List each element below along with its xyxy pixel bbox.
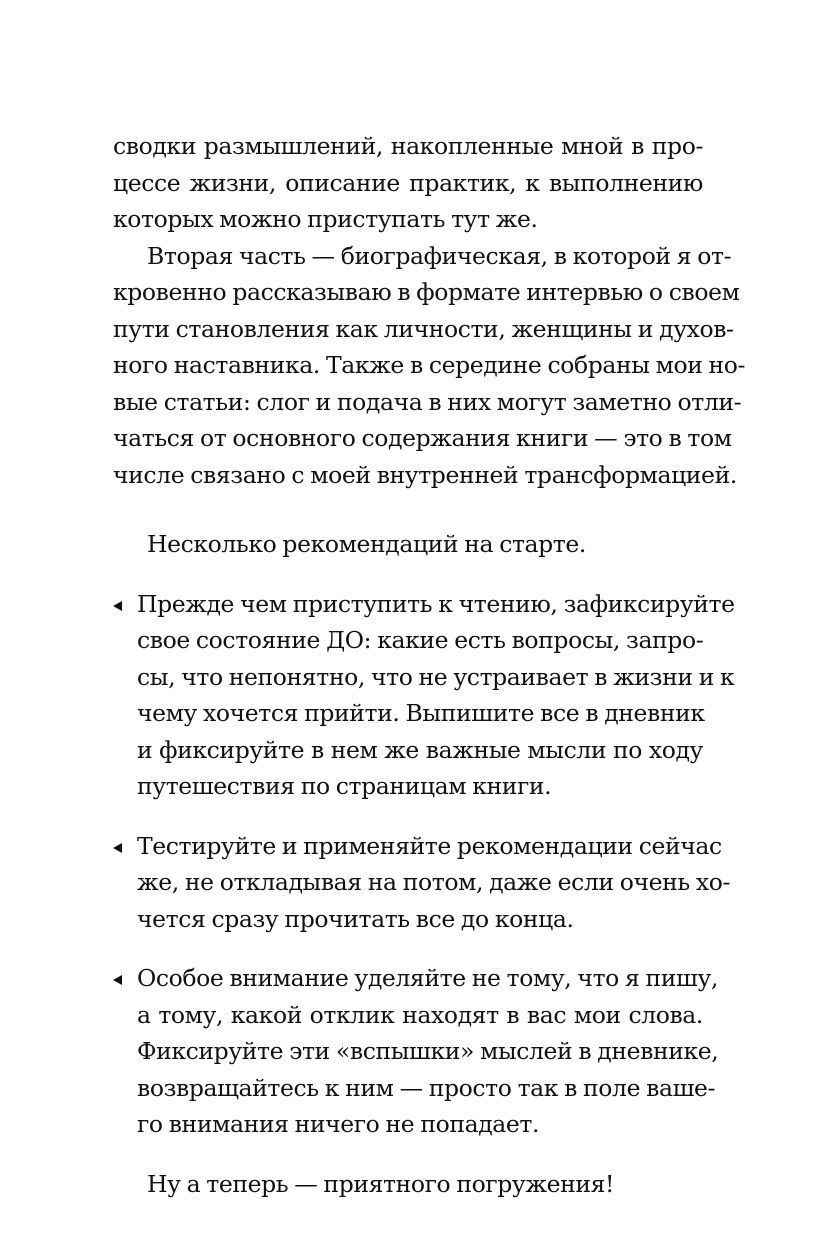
text-line: вые статьи: слог и подача в них могут заметно отли- <box>113 387 742 416</box>
text-line: ного наставника. Также в середине собраны мои но- <box>113 351 746 379</box>
bullet-item-2 <box>113 828 730 938</box>
bullet-item-3 <box>113 960 719 1143</box>
text-line: Вторая часть — биографическая, в которой я от- <box>147 241 732 270</box>
intro-line: Несколько рекомендаций на старте. <box>147 530 586 558</box>
text-line: пути становления как личности, женщины и духов- <box>113 314 734 343</box>
book-page <box>113 128 746 1202</box>
text-line: числе связано с моей внутренней трансформацией. <box>113 460 737 489</box>
paragraph-1 <box>113 128 703 238</box>
text-line: свое состояние ДО: какие есть вопросы, запро- <box>137 626 704 654</box>
text-line: сводки размышлений, накопленные мной в про- <box>113 132 703 160</box>
text-line: и фиксируйте в нем же важные мысли по ходу <box>137 735 703 764</box>
text-line: которых можно приступать тут же. <box>113 205 538 233</box>
triangle-left-icon <box>113 975 122 985</box>
text-line: возвращайтесь к ним — просто так в поле ваше- <box>137 1073 716 1102</box>
text-line: путешествия по страницам книги. <box>137 772 552 800</box>
text-line: Тестируйте и применяйте рекомендации сейчас <box>137 831 722 860</box>
intro-paragraph <box>113 526 703 563</box>
paragraph-2 <box>113 238 746 494</box>
text-line: чется сразу прочитать все до конца. <box>137 904 574 933</box>
text-line: Особое внимание уделяйте не тому, что я пишу, <box>137 964 718 992</box>
closing-paragraph <box>113 1166 703 1203</box>
text-line: сы, что непонятно, что не устраивает в жизни и к <box>137 662 735 691</box>
triangle-left-icon <box>113 843 122 853</box>
bullet-item-1 <box>113 586 735 805</box>
closing-line: Ну а теперь — приятного погружения! <box>147 1169 615 1198</box>
text-line: чаться от основного содержания книги — это в том <box>113 424 732 452</box>
text-line: кровенно рассказываю в формате интервью о своем <box>113 278 740 306</box>
triangle-left-icon <box>113 601 122 611</box>
text-line: же, не откладывая на потом, даже если очень хо- <box>137 868 730 896</box>
text-line: Фиксируйте эти «вспышки» мыслей в дневнике, <box>137 1037 719 1065</box>
text-line: а тому, какой отклик находят в вас мои слова. <box>137 1000 703 1029</box>
text-line: Прежде чем приступить к чтению, зафиксируйте <box>137 589 735 618</box>
text-line: чему хочется прийти. Выпишите все в дневник <box>137 699 705 727</box>
text-line: го внимания ничего не попадает. <box>137 1110 540 1138</box>
text-line: цессе жизни, описание практик, к выполнению <box>113 168 703 197</box>
